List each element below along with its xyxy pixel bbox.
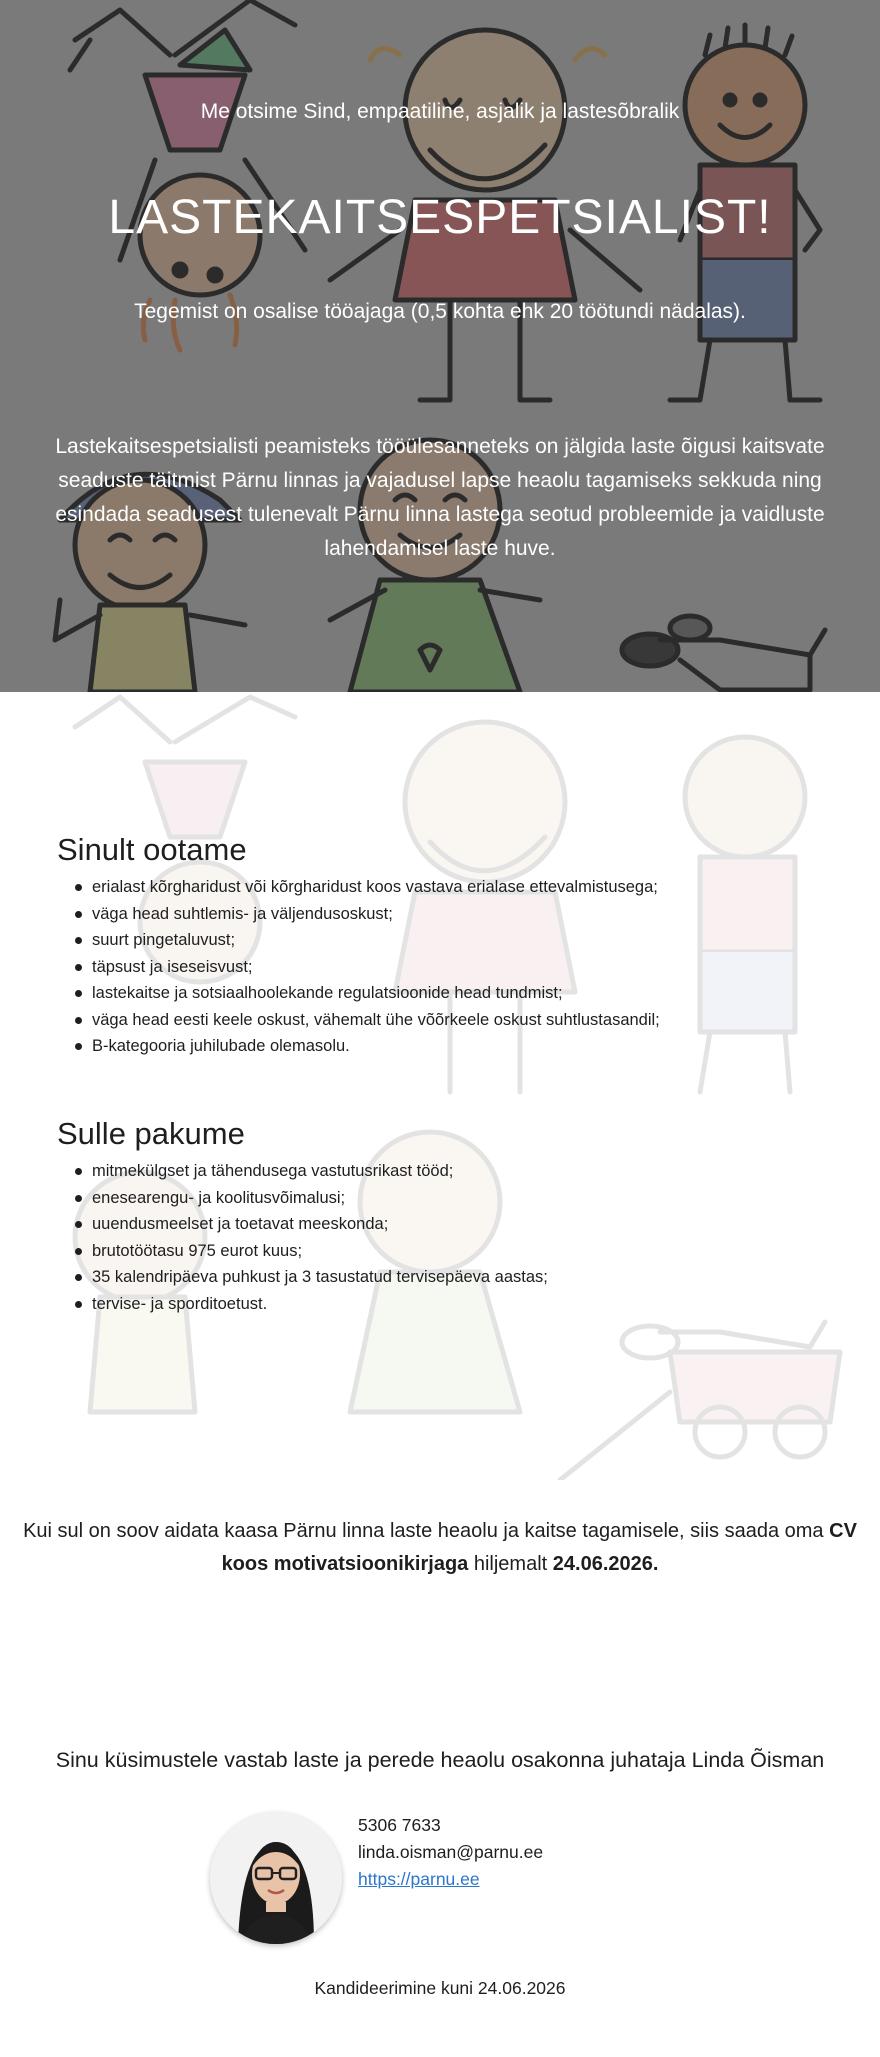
requirements-heading: Sinult ootame	[57, 832, 247, 867]
list-item: 35 kalendripäeva puhkust ja 3 tasustatud tervisepäeva aastas;	[57, 1264, 837, 1291]
job-description: Lastekaitsespetsialisti peamisteks tööülesanneteks on jälgida laste õigusi kaitsvate seaduste täitmist Pärnu linnas ja vajadusel lapse heaolu tagamiseks sekkuda ning esindada seadusest tulenevalt Pärnu linna lastega seotud probleemide ja vaidluste lahendamisel laste huve.	[55, 435, 825, 560]
list-item: suurt pingetaluvust;	[57, 927, 837, 954]
list-item: tervise- ja sporditoetust.	[57, 1291, 837, 1318]
cta-text: hiljemalt	[468, 1553, 553, 1575]
list-item: mitmekülgset ja tähendusega vastutusrikast tööd;	[57, 1158, 837, 1185]
hero-intro: Me otsime Sind, empaatiline, asjalik ja lastesõbralik	[200, 100, 680, 123]
list-item: B-kategooria juhilubade olemasolu.	[57, 1033, 837, 1060]
list-item: erialast kõrgharidust või kõrgharidust koos vastava erialase ettevalmistusega;	[57, 874, 837, 901]
contact-person-photo	[210, 1812, 342, 1944]
requirements-list	[57, 874, 837, 1060]
hero-text-block	[0, 0, 880, 692]
cta-documents: CV koos motivatsioonikirjaga	[221, 1520, 857, 1575]
job-title: LASTEKAITSESPETSIALIST!	[108, 191, 772, 244]
hero-banner	[0, 0, 880, 692]
application-deadline: Kandideerimine kuni 24.06.2026	[314, 1978, 566, 1998]
list-item: enesearengu- ja koolitusvõimalusi;	[57, 1185, 837, 1212]
list-item: väga head eesti keele oskust, vähemalt ühe võõrkeele oskust suhtlustasandil;	[57, 1007, 837, 1034]
offers-list-block	[57, 1116, 837, 1317]
list-item: täpsust ja iseseisvust;	[57, 954, 837, 981]
website-link[interactable]: https://parnu.ee	[358, 1869, 480, 1889]
cta-date: 24.06.2026.	[552, 1553, 659, 1575]
offers-list	[57, 1158, 837, 1317]
list-item: lastekaitse ja sotsiaalhoolekande regulatsioonide head tundmist;	[57, 980, 837, 1007]
requirements-list-block	[57, 832, 837, 1060]
phone-number: 5306 7633	[358, 1815, 441, 1835]
contact-heading: Sinu küsimustele vastab laste ja perede heaolu osakonna juhataja Linda Õisman	[55, 1748, 825, 1772]
avatar	[210, 1812, 342, 1944]
cta-text: Kui sul on soov aidata kaasa Pärnu linna laste heaolu ja kaitse tagamisele, siis saada oma	[23, 1520, 830, 1542]
email-address: linda.oisman@parnu.ee	[358, 1842, 544, 1862]
list-item: uuendusmeelset ja toetavat meeskonda;	[57, 1211, 837, 1238]
children-drawing-watermark	[0, 692, 880, 1480]
list-item: brutotöötasu 975 eurot kuus;	[57, 1238, 837, 1265]
list-item: väga head suhtlemis- ja väljendusoskust;	[57, 901, 837, 928]
work-time-note: Tegemist on osalise tööajaga (0,5 kohta ehk 20 töötundi nädalas).	[134, 300, 746, 323]
contact-details	[358, 1812, 543, 1893]
requirements-section	[0, 692, 880, 1480]
application-call-to-action	[20, 1515, 860, 1581]
offers-heading: Sulle pakume	[57, 1116, 245, 1151]
